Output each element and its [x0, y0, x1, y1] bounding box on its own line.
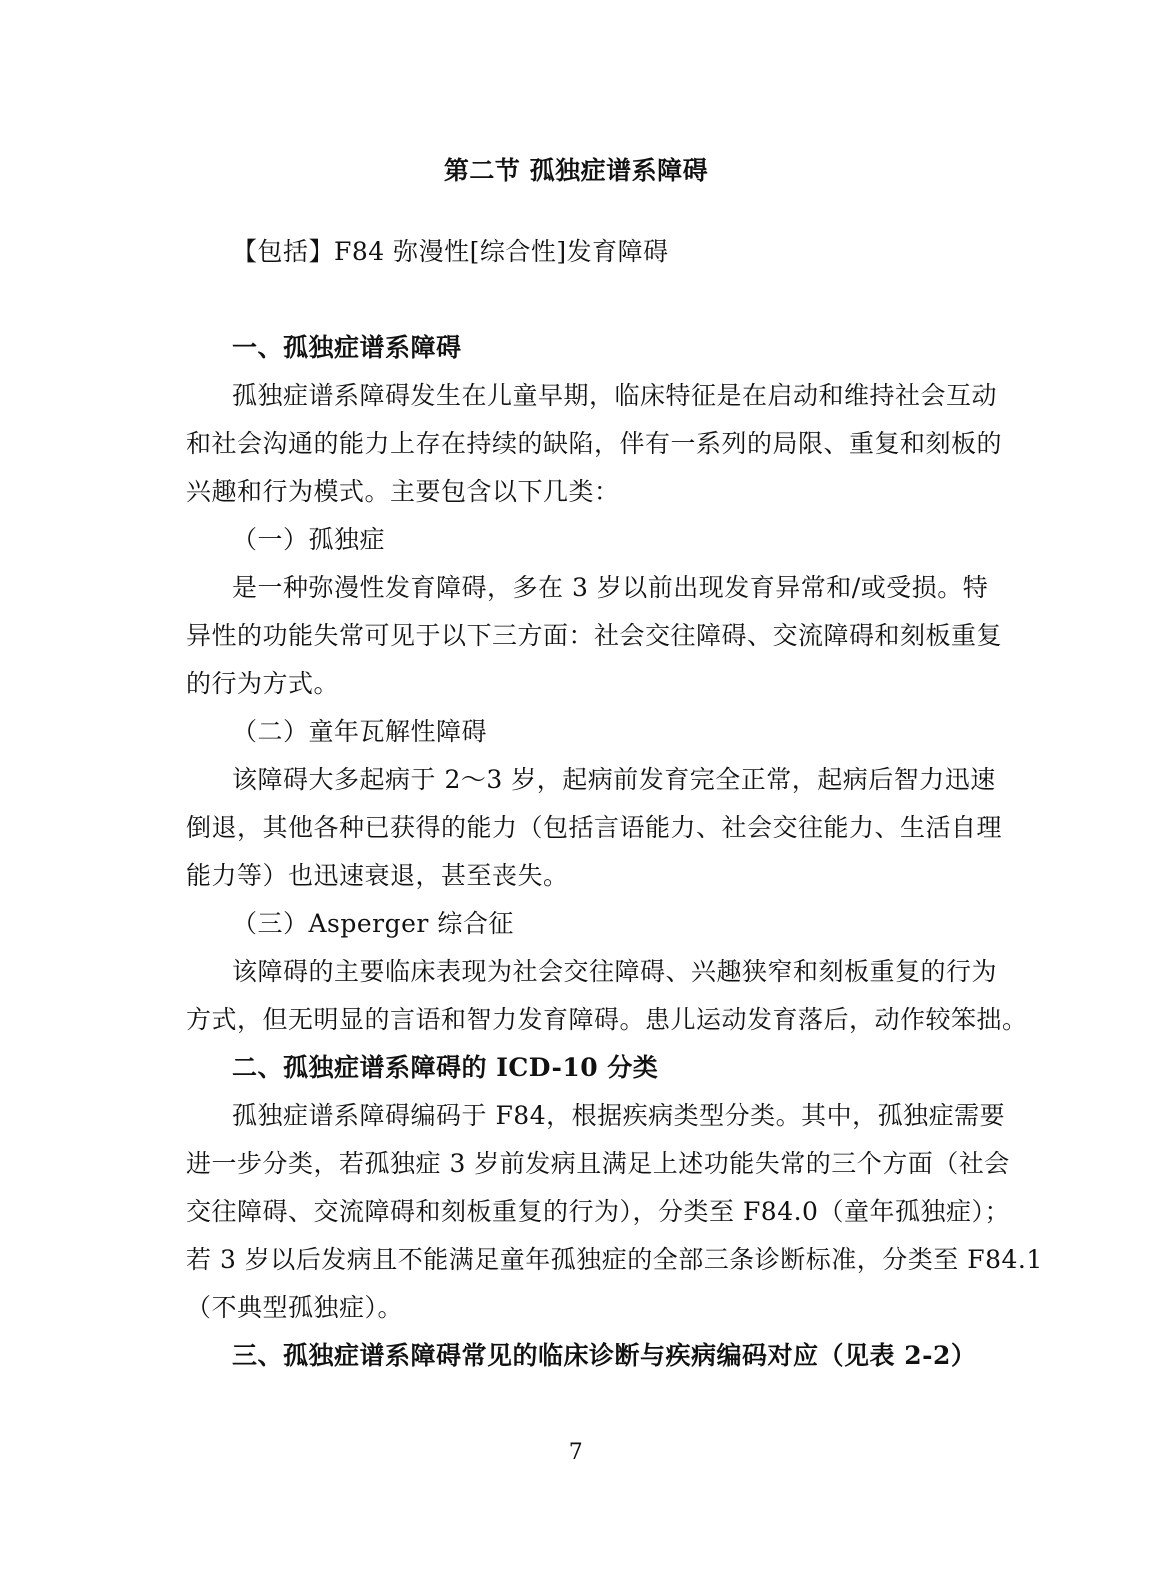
- subheading-3: （三）Asperger 综合征: [232, 909, 514, 938]
- paragraph-1-line: 兴趣和行为模式。主要包含以下几类：: [186, 477, 620, 506]
- paragraph-3-line: 能力等）也迅速衰退，甚至丧失。: [186, 861, 569, 890]
- section-title: 第二节 孤独症谱系障碍: [443, 156, 709, 185]
- paragraph-1-line: 和社会沟通的能力上存在持续的缺陷，伴有一系列的局限、重复和刻板的: [186, 429, 1003, 458]
- paragraph-1-line: 孤独症谱系障碍发生在儿童早期，临床特征是在启动和维持社会互动: [232, 381, 998, 410]
- subheading-1: （一）孤独症: [232, 525, 386, 554]
- include-line: 【包括】F84 弥漫性[综合性]发育障碍: [232, 237, 669, 266]
- heading-2: 二、孤独症谱系障碍的 ICD-10 分类: [232, 1053, 659, 1082]
- paragraph-5-line: 孤独症谱系障碍编码于 F84，根据疾病类型分类。其中，孤独症需要: [232, 1101, 1006, 1130]
- heading-3: 三、孤独症谱系障碍常见的临床诊断与疾病编码对应（见表 2-2）: [232, 1341, 977, 1370]
- paragraph-5-line: 交往障碍、交流障碍和刻板重复的行为），分类至 F84.0（童年孤独症）；: [186, 1197, 1010, 1226]
- paragraph-2-line: 异性的功能失常可见于以下三方面：社会交往障碍、交流障碍和刻板重复: [186, 621, 1003, 650]
- paragraph-5-line: （不典型孤独症）。: [186, 1293, 404, 1322]
- page-number: 7: [568, 1440, 584, 1465]
- paragraph-5-line: 进一步分类，若孤独症 3 岁前发病且满足上述功能失常的三个方面（社会: [186, 1149, 1010, 1178]
- subheading-2: （二）童年瓦解性障碍: [232, 717, 488, 746]
- paragraph-3-line: 倒退，其他各种已获得的能力（包括言语能力、社会交往能力、生活自理: [186, 813, 1003, 842]
- paragraph-3-line: 该障碍大多起病于 2～3 岁，起病前发育完全正常，起病后智力迅速: [232, 765, 996, 794]
- paragraph-4-line: 该障碍的主要临床表现为社会交往障碍、兴趣狭窄和刻板重复的行为: [232, 957, 998, 986]
- paragraph-2-line: 的行为方式。: [186, 669, 340, 698]
- paragraph-4-line: 方式，但无明显的言语和智力发育障碍。患儿运动发育落后，动作较笨拙。: [186, 1005, 1028, 1034]
- heading-1: 一、孤独症谱系障碍: [232, 333, 462, 362]
- paragraph-2-line: 是一种弥漫性发育障碍，多在 3 岁以前出现发育异常和/或受损。特: [232, 573, 989, 602]
- paragraph-5-line: 若 3 岁以后发病且不能满足童年孤独症的全部三条诊断标准，分类至 F84.1: [186, 1245, 1043, 1274]
